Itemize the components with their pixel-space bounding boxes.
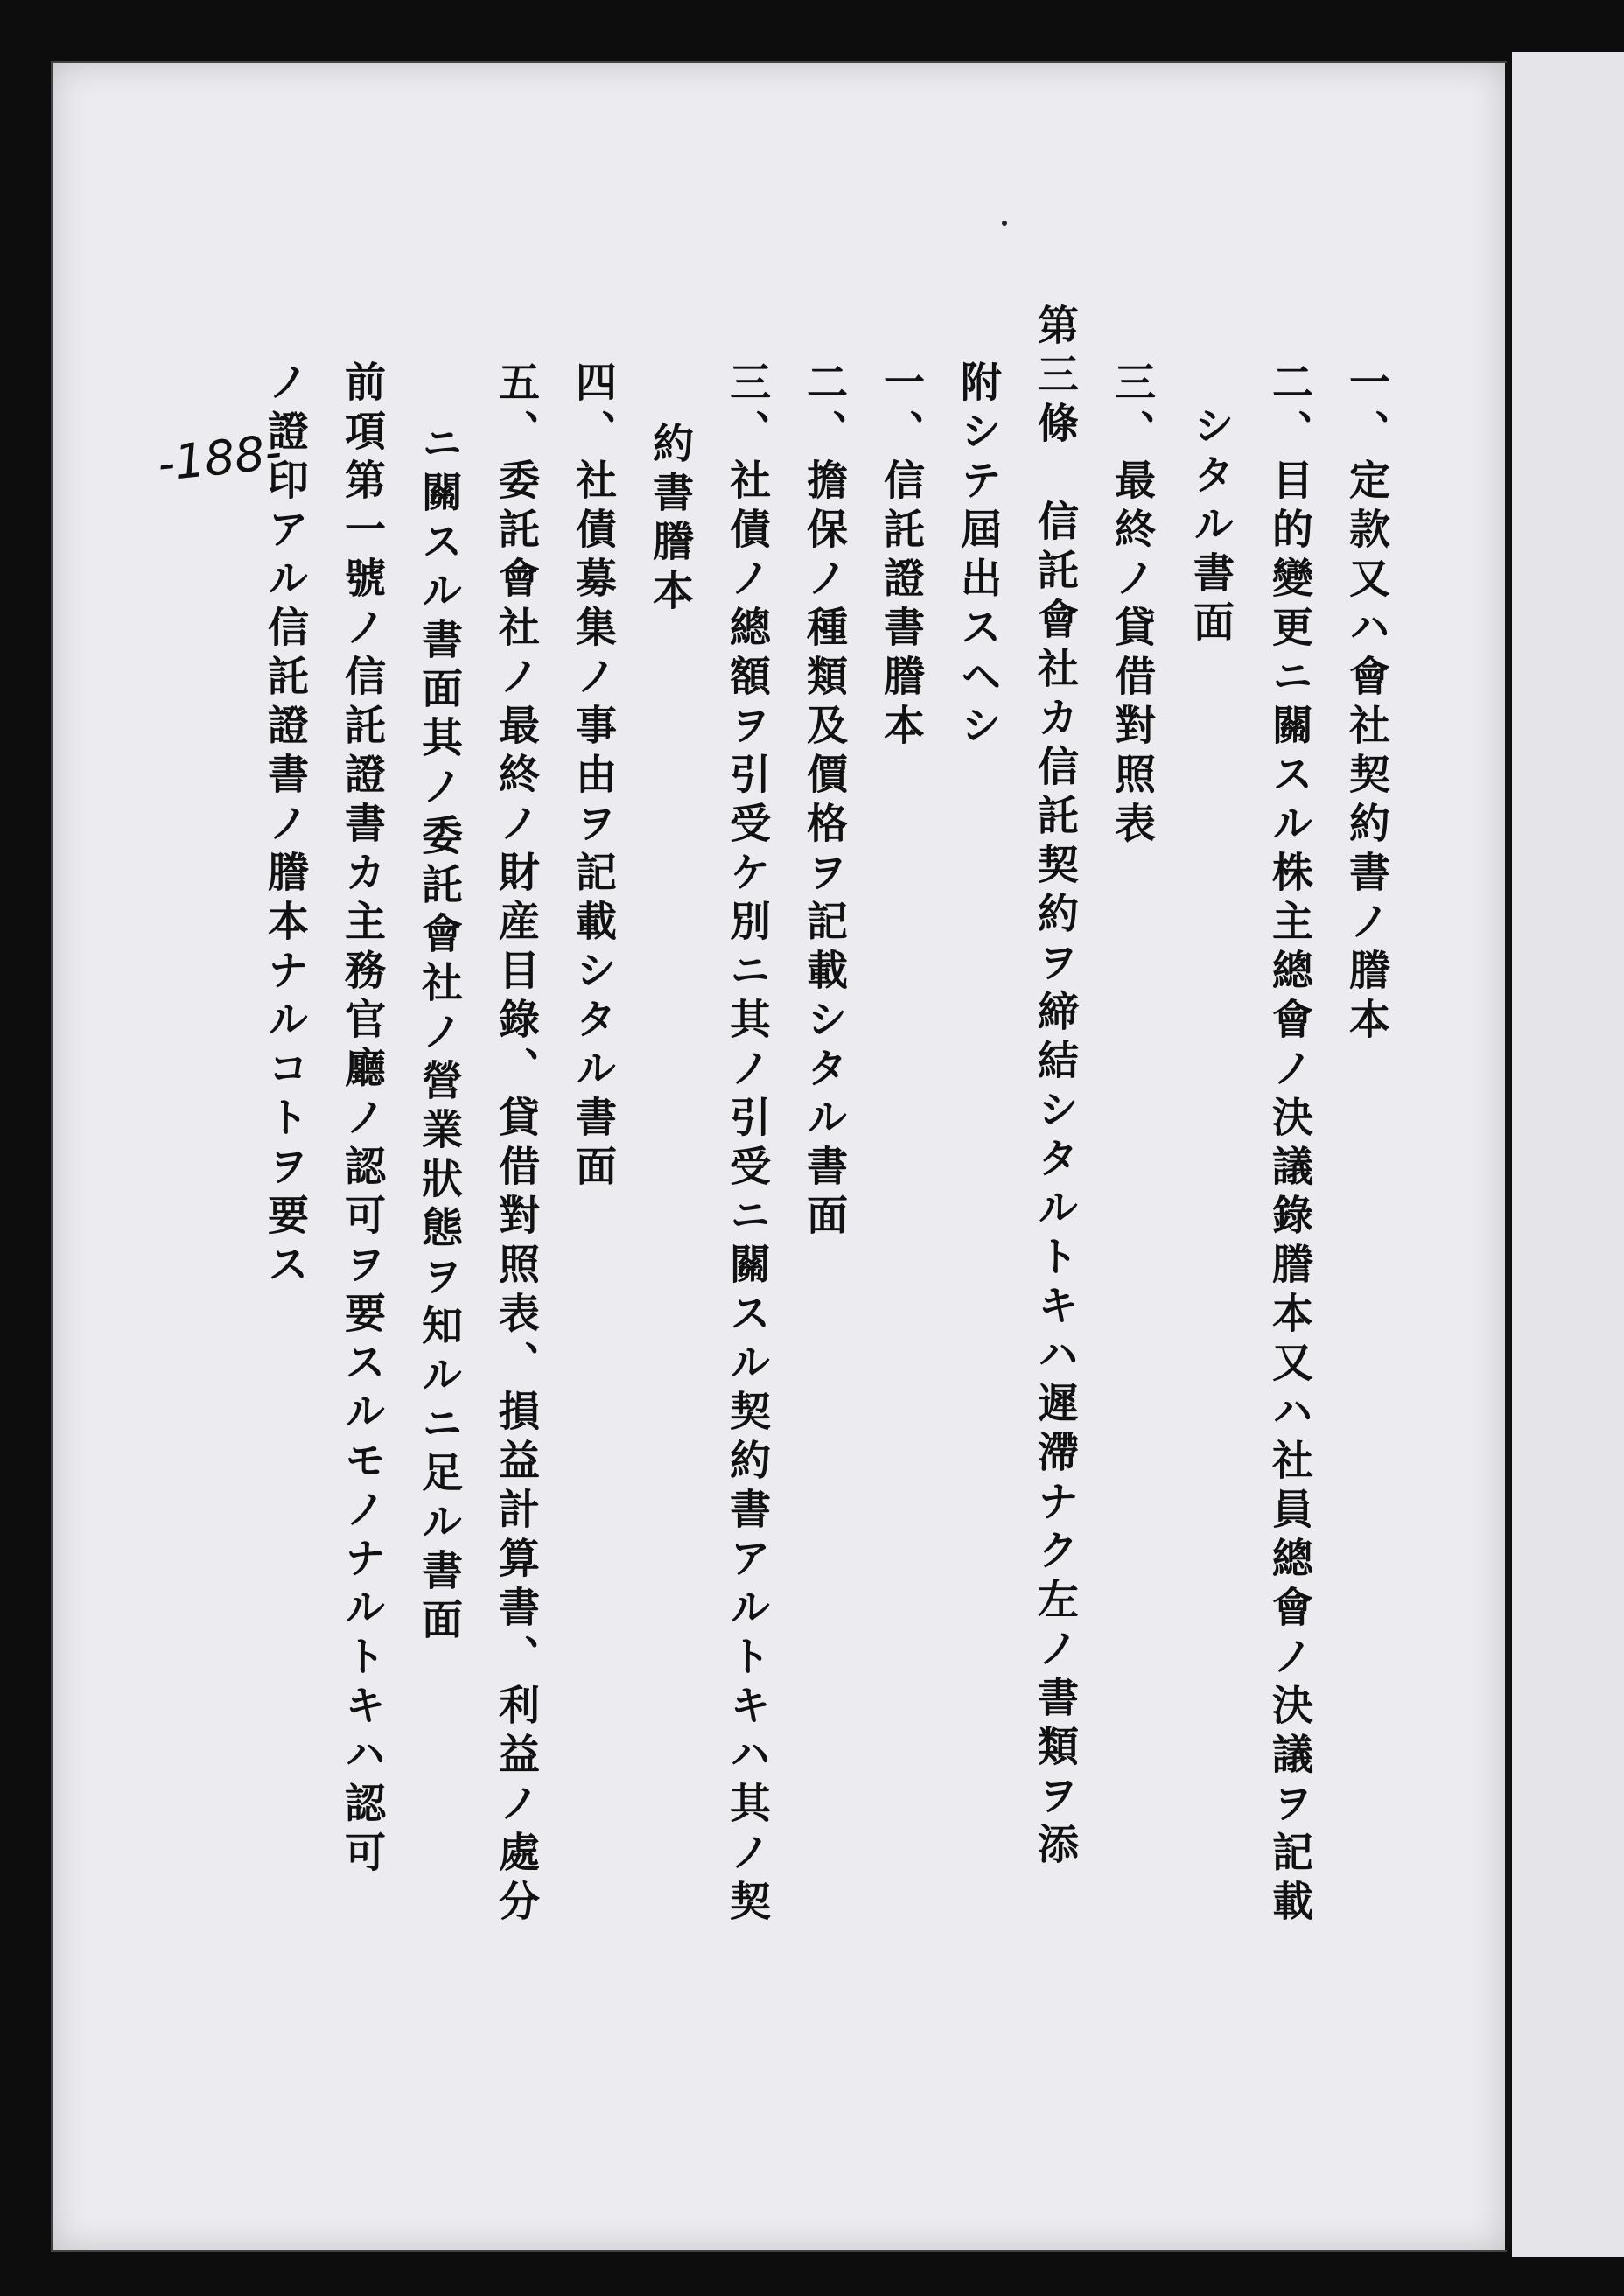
text-column-5: 第三條 信託會社カ信託契約ヲ締結シタルトキハ遲滯ナク左ノ書類ヲ添 bbox=[1031, 304, 1079, 1872]
document-page bbox=[51, 61, 1507, 2252]
text-column-9: 三、社債ノ總額ヲ引受ケ別ニ其ノ引受ニ關スル契約書アルトキハ其ノ契 bbox=[723, 360, 771, 1928]
text-column-4: 三、最終ノ貸借對照表 bbox=[1108, 360, 1156, 850]
text-column-11: 四、社債募集ノ事由ヲ記載シタル書面 bbox=[569, 360, 617, 1194]
text-column-8: 二、擔保ノ種類及價格ヲ記載シタル書面 bbox=[800, 360, 848, 1242]
page-number: -188- bbox=[155, 424, 284, 493]
text-column-2: 二、目的變更ニ關スル株主總會ノ決議錄謄本又ハ社員總會ノ決議ヲ記載 bbox=[1265, 360, 1313, 1928]
text-column-13: ニ關スル書面其ノ委託會社ノ營業狀態ヲ知ルニ足ル書面 bbox=[415, 422, 463, 1647]
ink-speck bbox=[1002, 220, 1007, 226]
adjacent-page-edge bbox=[1512, 52, 1624, 2258]
text-column-14: 前項第一號ノ信託證書カ主務官廳ノ認可ヲ要スルモノナルトキハ認可 bbox=[338, 360, 386, 1880]
text-column-10: 約書謄本 bbox=[646, 422, 694, 618]
text-column-1: 一、定款又ハ會社契約書ノ謄本 bbox=[1342, 360, 1390, 1046]
text-column-7: 一、信託證書謄本 bbox=[877, 360, 925, 752]
text-column-6: 附シテ屆出スヘシ bbox=[954, 360, 1002, 752]
text-column-12: 五、委託會社ノ最終ノ財産目錄、貸借對照表、損益計算書、利益ノ處分 bbox=[492, 360, 540, 1928]
text-column-15: ノ證印アル信託證書ノ謄本ナルコトヲ要ス bbox=[261, 360, 309, 1292]
text-column-3: シタル書面 bbox=[1186, 404, 1235, 649]
